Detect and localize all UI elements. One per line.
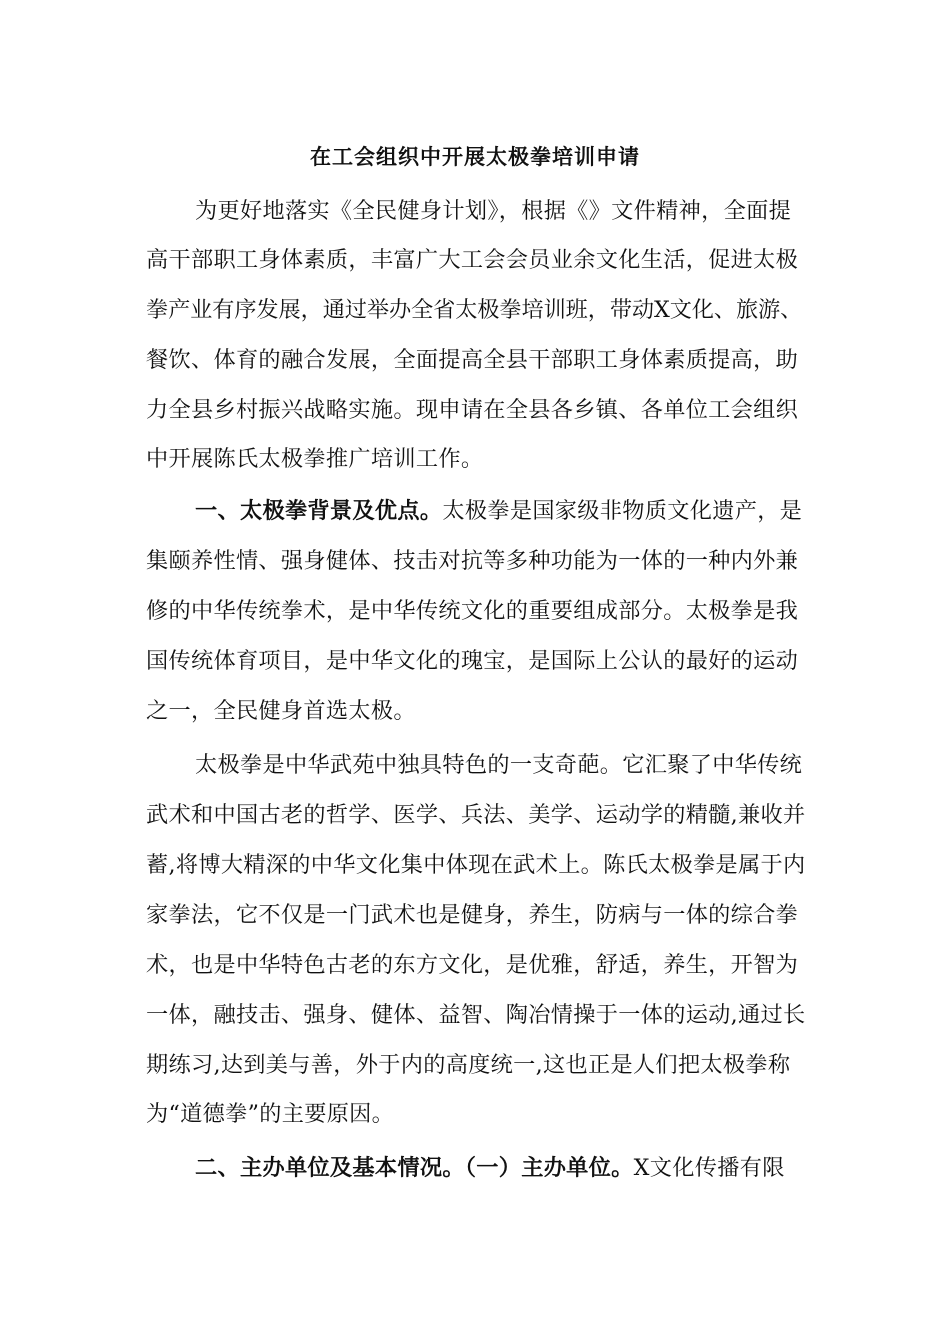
paragraph-3-line-6: 一体，融技击、强身、健体、益智、陶冶情操于一体的运动,通过长 bbox=[146, 1002, 806, 1028]
section-heading-2: 二、主办单位及基本情况。（一）主办单位。 bbox=[195, 1155, 634, 1181]
paragraph-3-line-3: 蓄,将博大精深的中华文化集中体现在武术上。陈氏太极拳是属于内 bbox=[146, 852, 806, 878]
paragraph-3-line-7: 期练习,达到美与善，外于内的高度统一,这也正是人们把太极拳称 bbox=[146, 1052, 791, 1078]
paragraph-3-line-8: 为“道德拳”的主要原因。 bbox=[146, 1101, 395, 1127]
paragraph-3-line-1: 太极拳是中华武苑中独具特色的一支奇葩。它汇聚了中华传统 bbox=[195, 752, 803, 778]
section-heading-1: 一、太极拳背景及优点。 bbox=[195, 498, 443, 524]
paragraph-1-line-2: 高干部职工身体素质，丰富广大工会会员业余文化生活，促进太极 bbox=[146, 247, 799, 273]
paragraph-3-line-5: 术，也是中华特色古老的东方文化，是优雅，舒适，养生，开智为 bbox=[146, 952, 799, 978]
paragraph-1-line-6: 中开展陈氏太极拳推广培训工作。 bbox=[146, 446, 484, 472]
paragraph-4-line-1-text: X文化传播有限 bbox=[633, 1155, 785, 1181]
paragraph-1-line-3: 拳产业有序发展，通过举办全省太极拳培训班，带动X文化、旅游、 bbox=[146, 297, 803, 323]
paragraph-1-line-5: 力全县乡村振兴战略实施。现申请在全县各乡镇、各单位工会组织 bbox=[146, 397, 799, 423]
paragraph-2-line-4: 国传统体育项目，是中华文化的瑰宝，是国际上公认的最好的运动 bbox=[146, 648, 799, 674]
paragraph-4-line-1 bbox=[195, 1153, 807, 1183]
paragraph-3-line-2: 武术和中国古老的哲学、医学、兵法、美学、运动学的精髓,兼收并 bbox=[146, 802, 806, 828]
paragraph-1-line-1: 为更好地落实《全民健身计划》，根据《》文件精神，全面提 bbox=[195, 198, 792, 224]
paragraph-1-line-4: 餐饮、体育的融合发展，全面提高全县干部职工身体素质提高，助 bbox=[146, 347, 799, 373]
paragraph-2-line-3: 修的中华传统拳术，是中华传统文化的重要组成部分。太极拳是我 bbox=[146, 598, 799, 624]
document-title: 在工会组织中开展太极拳培训申请 bbox=[310, 144, 640, 169]
paragraph-2-line-2: 集颐养性情、强身健体、技击对抗等多种功能为一体的一种内外兼 bbox=[146, 548, 799, 574]
paragraph-2-line-1 bbox=[195, 496, 807, 526]
paragraph-2-line-1-text: 太极拳是国家级非物质文化遗产，是 bbox=[442, 498, 803, 524]
paragraph-3-line-4: 家拳法，它不仅是一门武术也是健身，养生，防病与一体的综合拳 bbox=[146, 902, 799, 928]
paragraph-2-line-5: 之一，全民健身首选太极。 bbox=[146, 698, 416, 724]
